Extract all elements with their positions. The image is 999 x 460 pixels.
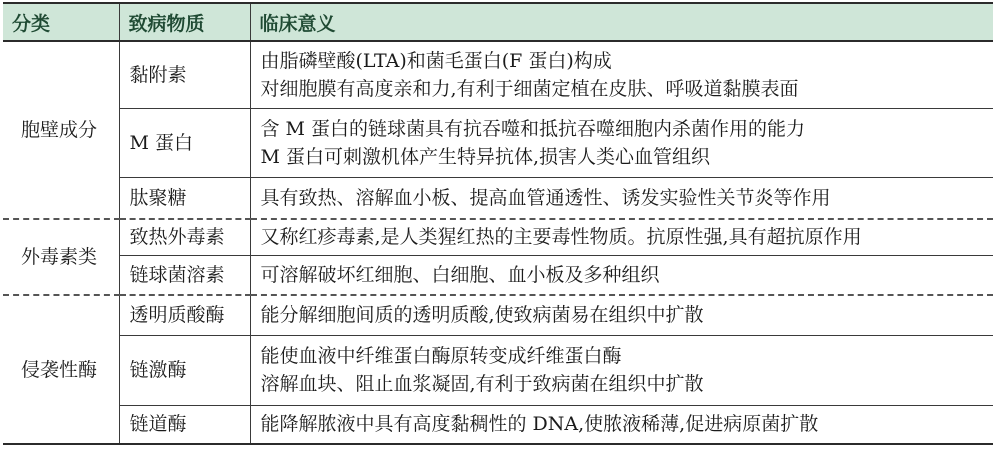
- significance-line: 能分解细胞间质的透明质酸,使致病菌易在组织中扩散: [260, 304, 704, 327]
- header-category: 分类: [3, 3, 119, 41]
- table-row: [3, 219, 993, 255]
- header-substance: 致病物质: [119, 3, 250, 41]
- header-significance: 临床意义: [250, 3, 993, 41]
- significance-line: 能使血液中纤维蛋白酶原转变成纤维蛋白酶: [260, 345, 622, 367]
- table-row: [3, 335, 993, 405]
- table-row: [3, 295, 993, 335]
- significance-line: 可溶解破坏红细胞、白细胞、血小板及多种组织: [260, 263, 660, 286]
- significance-cell: [250, 177, 993, 219]
- substance-cell: 透明质酸酶: [119, 295, 250, 335]
- table-row: [3, 177, 993, 219]
- substance-cell: 肽聚糖: [119, 177, 250, 219]
- table-row: [3, 405, 993, 444]
- substance-cell: 链道酶: [119, 405, 250, 444]
- substance-cell: M 蛋白: [119, 108, 250, 177]
- substance-cell: 黏附素: [119, 41, 250, 108]
- significance-cell: [250, 335, 993, 405]
- substance-cell: 链球菌溶素: [119, 255, 250, 295]
- category-cell: 胞壁成分: [3, 41, 119, 219]
- table-row: [3, 41, 993, 108]
- significance-cell: [250, 255, 993, 295]
- table-row: [3, 255, 993, 295]
- pathogenic-substances-table: [3, 2, 993, 445]
- significance-line: 由脂磷壁酸(LTA)和菌毛蛋白(F 蛋白)构成: [260, 49, 612, 72]
- significance-cell: [250, 219, 993, 255]
- significance-line: M 蛋白可刺激机体产生特异抗体,损害人类心血管组织: [260, 145, 711, 168]
- significance-cell: [250, 405, 993, 444]
- header-row: [3, 3, 993, 41]
- significance-line: 溶解血块、阻止血浆凝固,有利于致病菌在组织中扩散: [260, 373, 704, 395]
- significance-cell: [250, 41, 993, 108]
- significance-line: 含 M 蛋白的链球菌具有抗吞噬和抵抗吞噬细胞内杀菌作用的能力: [260, 117, 806, 140]
- category-cell: 外毒素类: [3, 219, 119, 295]
- significance-line: 能降解脓液中具有高度黏稠性的 DNA,使脓液稀薄,促进病原菌扩散: [260, 413, 819, 436]
- significance-line: 具有致热、溶解血小板、提高血管通透性、诱发实验性关节炎等作用: [260, 186, 831, 209]
- substance-cell: 致热外毒素: [119, 219, 250, 255]
- category-cell: 侵袭性酶: [3, 295, 119, 444]
- significance-cell: [250, 108, 993, 177]
- significance-line: 又称红疹毒素,是人类猩红热的主要毒性物质。抗原性强,具有超抗原作用: [260, 226, 862, 249]
- table-row: [3, 108, 993, 177]
- significance-line: 对细胞膜有高度亲和力,有利于细菌定植在皮肤、呼吸道黏膜表面: [260, 77, 799, 100]
- table-header: [3, 3, 993, 41]
- table-body: [3, 41, 993, 444]
- substance-cell: 链激酶: [119, 335, 250, 405]
- significance-cell: [250, 295, 993, 335]
